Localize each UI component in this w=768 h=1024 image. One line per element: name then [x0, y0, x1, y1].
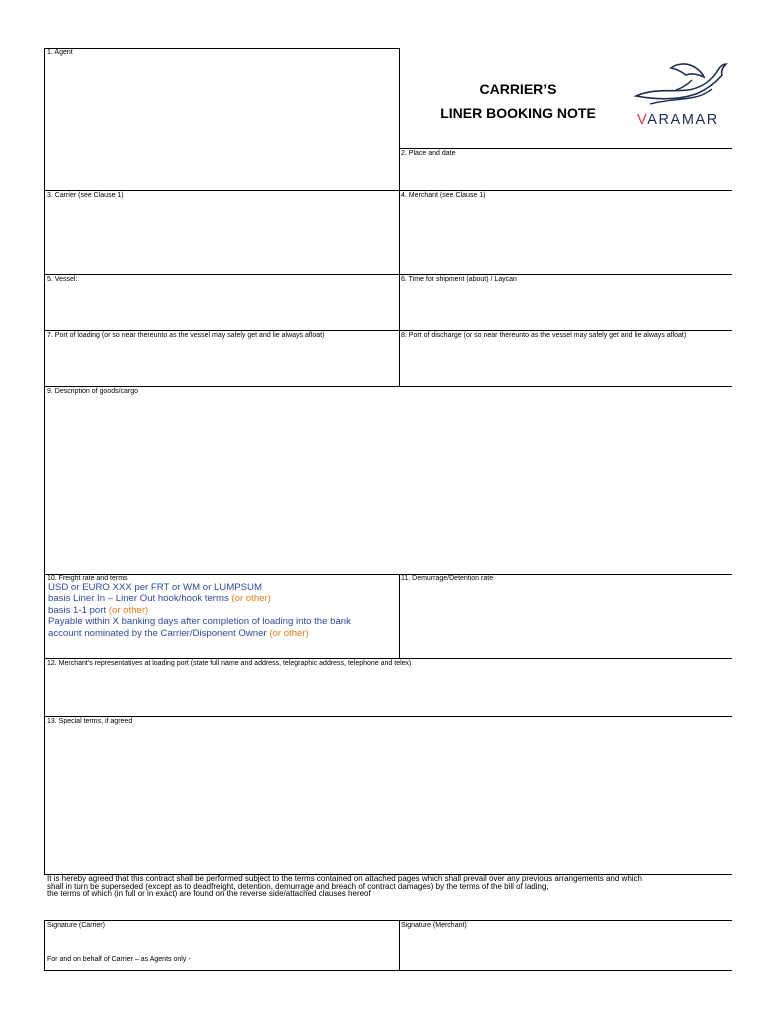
signatures-divider: [399, 920, 400, 971]
place-date-label: 2. Place and date: [401, 150, 456, 157]
time-shipment-label: 6. Time for shipment (about) / Laycan: [401, 276, 517, 283]
freight-terms: [48, 582, 351, 639]
logo-text: [637, 112, 719, 128]
freight-line-2-text: basis Liner In – Liner Out hook/hook terms: [48, 593, 232, 605]
logo-letters: ARAMAR: [647, 112, 719, 128]
line-row-9: [44, 386, 732, 387]
carrier-label: 3. Carrier (see Clause 1): [47, 192, 124, 199]
line-row-3: [44, 190, 732, 191]
freight-line-5-other: (or other): [269, 627, 309, 639]
port-discharge-label: 8. Port of discharge (or so near thereunto as the vessel may safely get and lie always afloat): [401, 332, 687, 339]
freight-right-border: [399, 574, 400, 658]
freight-line-2-other: (or other): [231, 593, 271, 605]
special-terms-label: 13. Special terms, if agreed: [47, 718, 133, 725]
representatives-label: 12. Merchant's representatives at loading port (state full name and address, telegraphic address, telephone and telex): [47, 660, 412, 667]
merchant-label: 4. Merchant (see Clause 1): [401, 192, 486, 199]
signatures-left-border: [44, 920, 45, 971]
agent-label: 1. Agent: [47, 49, 73, 56]
freight-line-3-other: (or other): [108, 604, 149, 616]
description-label: 9. Description of goods/cargo: [47, 388, 139, 395]
legal-line-3: the terms of which (in full or in exact) are found on the reverse side/attached clauses hereof: [47, 889, 371, 899]
freight-line-4: Payable within X banking days after completion of loading into the bank: [48, 616, 351, 628]
freight-line-2: [48, 593, 351, 604]
line-row-5: [44, 274, 732, 275]
signature-merchant-label: Signature (Merchant): [401, 922, 467, 929]
freight-line-3: [48, 605, 351, 616]
title-line-2: LINER BOOKING NOTE: [440, 105, 596, 121]
carrier-agents-note: For and on behalf of Carrier – as Agents only -: [47, 956, 191, 963]
line-row-7: [44, 330, 732, 331]
line-row-10: [44, 574, 732, 575]
line-signatures-top: [44, 920, 732, 921]
logo-letter-v: V: [637, 112, 648, 128]
demurrage-label: 11. Demurrage/Detention rate: [401, 575, 494, 582]
freight-line-3-text: basis 1-1 port: [48, 604, 109, 616]
freight-line-1: USD or EURO XXX per FRT or WM or LUMPSUM: [48, 582, 262, 593]
title-line-1: CARRIER’S: [479, 81, 557, 97]
freight-label: 10. Freight rate and terms: [47, 575, 128, 582]
legal-text: [47, 875, 642, 898]
freight-line-5-text: account nominated by the Carrier/Disponent Owner: [48, 627, 270, 639]
left-border-upper: [44, 48, 45, 875]
port-loading-label: 7. Port of loading (or so near thereunto as the vessel may safely get and lie always afloat): [47, 332, 325, 339]
legal-line-2: shall in turn be superseded (except as to deadfreight, detention, demurrage and breach of contract damages) by the terms of the bill of lading,: [47, 881, 549, 891]
line-row-13: [44, 716, 732, 717]
top-border: [44, 48, 400, 49]
line-row-12: [44, 658, 732, 659]
signature-carrier-label: Signature (Carrier): [47, 922, 105, 929]
vessel-label: 5. Vessel:: [47, 276, 78, 283]
agent-right-border: [399, 48, 400, 387]
legal-line-1: It is hereby agreed that this contract shall be performed subject to the terms contained on attached pages which shall prevail over any previous arrangements and which: [47, 874, 642, 883]
line-signatures-bottom: [44, 970, 732, 971]
line-below-title: [400, 148, 732, 149]
freight-line-5: [48, 628, 351, 639]
